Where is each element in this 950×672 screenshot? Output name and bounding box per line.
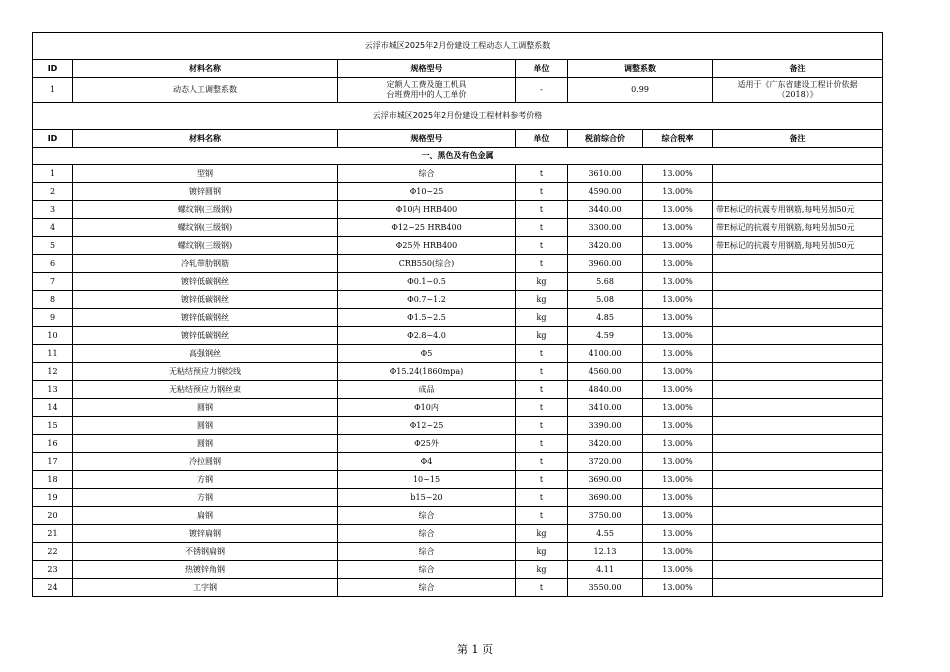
cell-name: 镀锌扁钢 <box>73 525 338 543</box>
cell-price: 3550.00 <box>568 579 643 597</box>
table-row <box>33 165 883 183</box>
cell-price: 5.08 <box>568 291 643 309</box>
cell-unit: t <box>516 183 568 201</box>
cell-price: 3960.00 <box>568 255 643 273</box>
cell-id: 21 <box>33 525 73 543</box>
cell-name: 镀锌低碳钢丝 <box>73 327 338 345</box>
cell-unit: t <box>516 471 568 489</box>
cell-unit: t <box>516 381 568 399</box>
cell-tax: 13.00% <box>643 309 713 327</box>
cell-price: 3440.00 <box>568 201 643 219</box>
price-header-tax: 综合税率 <box>643 130 713 148</box>
cell-note <box>713 417 883 435</box>
cell-spec: Φ10内 HRB400 <box>338 201 516 219</box>
cell-price: 3720.00 <box>568 453 643 471</box>
coef-header-coef: 调整系数 <box>568 60 713 78</box>
cell-name: 镀锌低碳钢丝 <box>73 291 338 309</box>
coef-header-id: ID <box>33 60 73 78</box>
table-row <box>33 489 883 507</box>
cell-unit: t <box>516 255 568 273</box>
category-heading: 一、黑色及有色金属 <box>33 148 883 165</box>
coef-row-note <box>713 78 883 103</box>
coef-header-unit: 单位 <box>516 60 568 78</box>
cell-tax: 13.00% <box>643 183 713 201</box>
cell-name: 无粘结预应力钢丝束 <box>73 381 338 399</box>
cell-tax: 13.00% <box>643 255 713 273</box>
cell-id: 5 <box>33 237 73 255</box>
cell-name: 扁钢 <box>73 507 338 525</box>
cell-tax: 13.00% <box>643 561 713 579</box>
table-row <box>33 327 883 345</box>
cell-price: 3690.00 <box>568 489 643 507</box>
table-row <box>33 381 883 399</box>
cell-price: 4.11 <box>568 561 643 579</box>
coef-header-spec: 规格型号 <box>338 60 516 78</box>
cell-name: 方钢 <box>73 471 338 489</box>
cell-spec: Φ1.5~2.5 <box>338 309 516 327</box>
cell-note <box>713 327 883 345</box>
cell-name: 高强钢丝 <box>73 345 338 363</box>
cell-note: 带E标记的抗震专用钢筋,每吨另加50元 <box>713 201 883 219</box>
cell-name: 冷拉圆钢 <box>73 453 338 471</box>
cell-spec: 综合 <box>338 165 516 183</box>
cell-unit: kg <box>516 327 568 345</box>
cell-note <box>713 291 883 309</box>
cell-price: 4840.00 <box>568 381 643 399</box>
cell-spec: Φ25外 <box>338 435 516 453</box>
cell-name: 无粘结预应力钢绞线 <box>73 363 338 381</box>
cell-unit: kg <box>516 561 568 579</box>
price-header-unit: 单位 <box>516 130 568 148</box>
cell-tax: 13.00% <box>643 435 713 453</box>
cell-tax: 13.00% <box>643 291 713 309</box>
cell-spec: Φ10~25 <box>338 183 516 201</box>
cell-name: 型钢 <box>73 165 338 183</box>
table-row <box>33 183 883 201</box>
cell-unit: t <box>516 417 568 435</box>
table-row <box>33 399 883 417</box>
coef-row-unit: - <box>516 78 568 103</box>
cell-price: 5.68 <box>568 273 643 291</box>
cell-price: 4100.00 <box>568 345 643 363</box>
coef-title: 云浮市城区2025年2月份建设工程动态人工调整系数 <box>33 33 883 60</box>
coef-row-note-line1: 适用于《广东省建设工程计价依据 <box>737 80 858 89</box>
price-title: 云浮市城区2025年2月份建设工程材料参考价格 <box>33 103 883 130</box>
cell-price: 3300.00 <box>568 219 643 237</box>
cell-spec: Φ12~25 <box>338 417 516 435</box>
coef-header-name: 材料名称 <box>73 60 338 78</box>
cell-unit: t <box>516 219 568 237</box>
coef-row-id: 1 <box>33 78 73 103</box>
cell-tax: 13.00% <box>643 201 713 219</box>
cell-spec: 综合 <box>338 543 516 561</box>
cell-tax: 13.00% <box>643 399 713 417</box>
cell-id: 19 <box>33 489 73 507</box>
cell-id: 16 <box>33 435 73 453</box>
cell-id: 15 <box>33 417 73 435</box>
cell-tax: 13.00% <box>643 543 713 561</box>
coef-row <box>33 78 883 103</box>
cell-id: 10 <box>33 327 73 345</box>
cell-id: 4 <box>33 219 73 237</box>
table-row <box>33 237 883 255</box>
cell-name: 热镀锌角钢 <box>73 561 338 579</box>
cell-price: 4.85 <box>568 309 643 327</box>
table-row <box>33 453 883 471</box>
cell-note <box>713 561 883 579</box>
coef-row-spec-line1: 定额人工费及施工机具 <box>386 80 467 89</box>
cell-spec: Φ12~25 HRB400 <box>338 219 516 237</box>
cell-id: 17 <box>33 453 73 471</box>
cell-name: 不锈钢扁钢 <box>73 543 338 561</box>
cell-tax: 13.00% <box>643 273 713 291</box>
cell-unit: t <box>516 507 568 525</box>
cell-price: 12.13 <box>568 543 643 561</box>
cell-id: 8 <box>33 291 73 309</box>
cell-price: 4560.00 <box>568 363 643 381</box>
cell-unit: t <box>516 579 568 597</box>
cell-spec: 成品 <box>338 381 516 399</box>
coef-row-spec <box>338 78 516 103</box>
cell-price: 3420.00 <box>568 435 643 453</box>
price-header-row <box>33 130 883 148</box>
price-header-name: 材料名称 <box>73 130 338 148</box>
cell-note <box>713 255 883 273</box>
cell-unit: kg <box>516 273 568 291</box>
table-row <box>33 579 883 597</box>
table-row <box>33 525 883 543</box>
coef-row-value: 0.99 <box>568 78 713 103</box>
cell-name: 螺纹钢(三级钢) <box>73 219 338 237</box>
cell-id: 22 <box>33 543 73 561</box>
cell-id: 12 <box>33 363 73 381</box>
cell-unit: t <box>516 453 568 471</box>
cell-note: 带E标记的抗震专用钢筋,每吨另加50元 <box>713 219 883 237</box>
cell-unit: t <box>516 345 568 363</box>
cell-note <box>713 381 883 399</box>
table-row <box>33 435 883 453</box>
cell-tax: 13.00% <box>643 381 713 399</box>
price-header-price: 税前综合价 <box>568 130 643 148</box>
table-row <box>33 561 883 579</box>
cell-spec: Φ10内 <box>338 399 516 417</box>
cell-name: 镀锌低碳钢丝 <box>73 309 338 327</box>
cell-name: 圆钢 <box>73 435 338 453</box>
coef-header-row <box>33 60 883 78</box>
cell-note: 带E标记的抗震专用钢筋,每吨另加50元 <box>713 237 883 255</box>
cell-spec: Φ0.1~0.5 <box>338 273 516 291</box>
cell-spec: CRB550(综合) <box>338 255 516 273</box>
cell-price: 3410.00 <box>568 399 643 417</box>
table-row <box>33 345 883 363</box>
cell-name: 圆钢 <box>73 399 338 417</box>
cell-note <box>713 273 883 291</box>
cell-tax: 13.00% <box>643 417 713 435</box>
cell-unit: kg <box>516 543 568 561</box>
cell-id: 2 <box>33 183 73 201</box>
cell-name: 螺纹钢(三级钢) <box>73 201 338 219</box>
cell-spec: b15~20 <box>338 489 516 507</box>
cell-spec: Φ2.8~4.0 <box>338 327 516 345</box>
cell-tax: 13.00% <box>643 525 713 543</box>
cell-spec: Φ15.24(1860mpa) <box>338 363 516 381</box>
cell-unit: kg <box>516 309 568 327</box>
cell-id: 1 <box>33 165 73 183</box>
coef-row-name: 动态人工调整系数 <box>73 78 338 103</box>
cell-id: 11 <box>33 345 73 363</box>
cell-price: 3610.00 <box>568 165 643 183</box>
cell-price: 4590.00 <box>568 183 643 201</box>
cell-price: 4.59 <box>568 327 643 345</box>
cell-price: 3690.00 <box>568 471 643 489</box>
cell-note <box>713 363 883 381</box>
cell-id: 14 <box>33 399 73 417</box>
cell-id: 7 <box>33 273 73 291</box>
cell-spec: 10~15 <box>338 471 516 489</box>
cell-name: 圆钢 <box>73 417 338 435</box>
cell-price: 3750.00 <box>568 507 643 525</box>
cell-tax: 13.00% <box>643 453 713 471</box>
cell-id: 3 <box>33 201 73 219</box>
cell-id: 9 <box>33 309 73 327</box>
cell-price: 3420.00 <box>568 237 643 255</box>
cell-price: 3390.00 <box>568 417 643 435</box>
cell-note <box>713 543 883 561</box>
cell-id: 13 <box>33 381 73 399</box>
cell-tax: 13.00% <box>643 507 713 525</box>
table-row <box>33 255 883 273</box>
cell-tax: 13.00% <box>643 363 713 381</box>
coef-row-note-line2: （2018）》 <box>777 90 818 99</box>
cell-id: 24 <box>33 579 73 597</box>
table-row <box>33 417 883 435</box>
cell-unit: t <box>516 201 568 219</box>
cell-note <box>713 453 883 471</box>
table-row <box>33 219 883 237</box>
cell-spec: Φ0.7~1.2 <box>338 291 516 309</box>
cell-note <box>713 399 883 417</box>
cell-name: 镀锌圆钢 <box>73 183 338 201</box>
cell-note <box>713 471 883 489</box>
cell-spec: 综合 <box>338 579 516 597</box>
cell-unit: t <box>516 399 568 417</box>
coef-header-note: 备注 <box>713 60 883 78</box>
cell-note <box>713 435 883 453</box>
cell-name: 冷轧带肋钢筋 <box>73 255 338 273</box>
cell-name: 螺纹钢(三级钢) <box>73 237 338 255</box>
cell-unit: kg <box>516 291 568 309</box>
table-row <box>33 273 883 291</box>
cell-unit: t <box>516 237 568 255</box>
cell-tax: 13.00% <box>643 165 713 183</box>
cell-name: 镀锌低碳钢丝 <box>73 273 338 291</box>
cell-tax: 13.00% <box>643 327 713 345</box>
cell-spec: Φ25外 HRB400 <box>338 237 516 255</box>
price-header-spec: 规格型号 <box>338 130 516 148</box>
cell-note <box>713 507 883 525</box>
cell-tax: 13.00% <box>643 579 713 597</box>
cell-note <box>713 489 883 507</box>
cell-spec: 综合 <box>338 525 516 543</box>
page-number: 第 1 页 <box>457 643 493 656</box>
cell-price: 4.55 <box>568 525 643 543</box>
cell-id: 6 <box>33 255 73 273</box>
coef-row-spec-line2: 台班费用中的人工单价 <box>386 90 467 99</box>
cell-note <box>713 165 883 183</box>
cell-spec: Φ5 <box>338 345 516 363</box>
cell-note <box>713 183 883 201</box>
table-row <box>33 291 883 309</box>
table-row <box>33 507 883 525</box>
cell-unit: t <box>516 363 568 381</box>
cell-tax: 13.00% <box>643 237 713 255</box>
cell-note <box>713 579 883 597</box>
table-row <box>33 543 883 561</box>
cell-name: 方钢 <box>73 489 338 507</box>
cell-id: 20 <box>33 507 73 525</box>
cell-note <box>713 345 883 363</box>
cell-unit: kg <box>516 525 568 543</box>
cell-tax: 13.00% <box>643 219 713 237</box>
cell-note <box>713 309 883 327</box>
cell-unit: t <box>516 165 568 183</box>
table-row <box>33 201 883 219</box>
cell-spec: 综合 <box>338 561 516 579</box>
cell-unit: t <box>516 435 568 453</box>
table-row <box>33 363 883 381</box>
cell-spec: Φ4 <box>338 453 516 471</box>
table-row <box>33 309 883 327</box>
cell-note <box>713 525 883 543</box>
price-header-id: ID <box>33 130 73 148</box>
cell-unit: t <box>516 489 568 507</box>
cell-spec: 综合 <box>338 507 516 525</box>
cell-tax: 13.00% <box>643 345 713 363</box>
table-row <box>33 471 883 489</box>
price-header-note: 备注 <box>713 130 883 148</box>
cell-id: 18 <box>33 471 73 489</box>
cell-name: 工字钢 <box>73 579 338 597</box>
price-sheet <box>32 32 883 597</box>
cell-tax: 13.00% <box>643 489 713 507</box>
cell-tax: 13.00% <box>643 471 713 489</box>
cell-id: 23 <box>33 561 73 579</box>
